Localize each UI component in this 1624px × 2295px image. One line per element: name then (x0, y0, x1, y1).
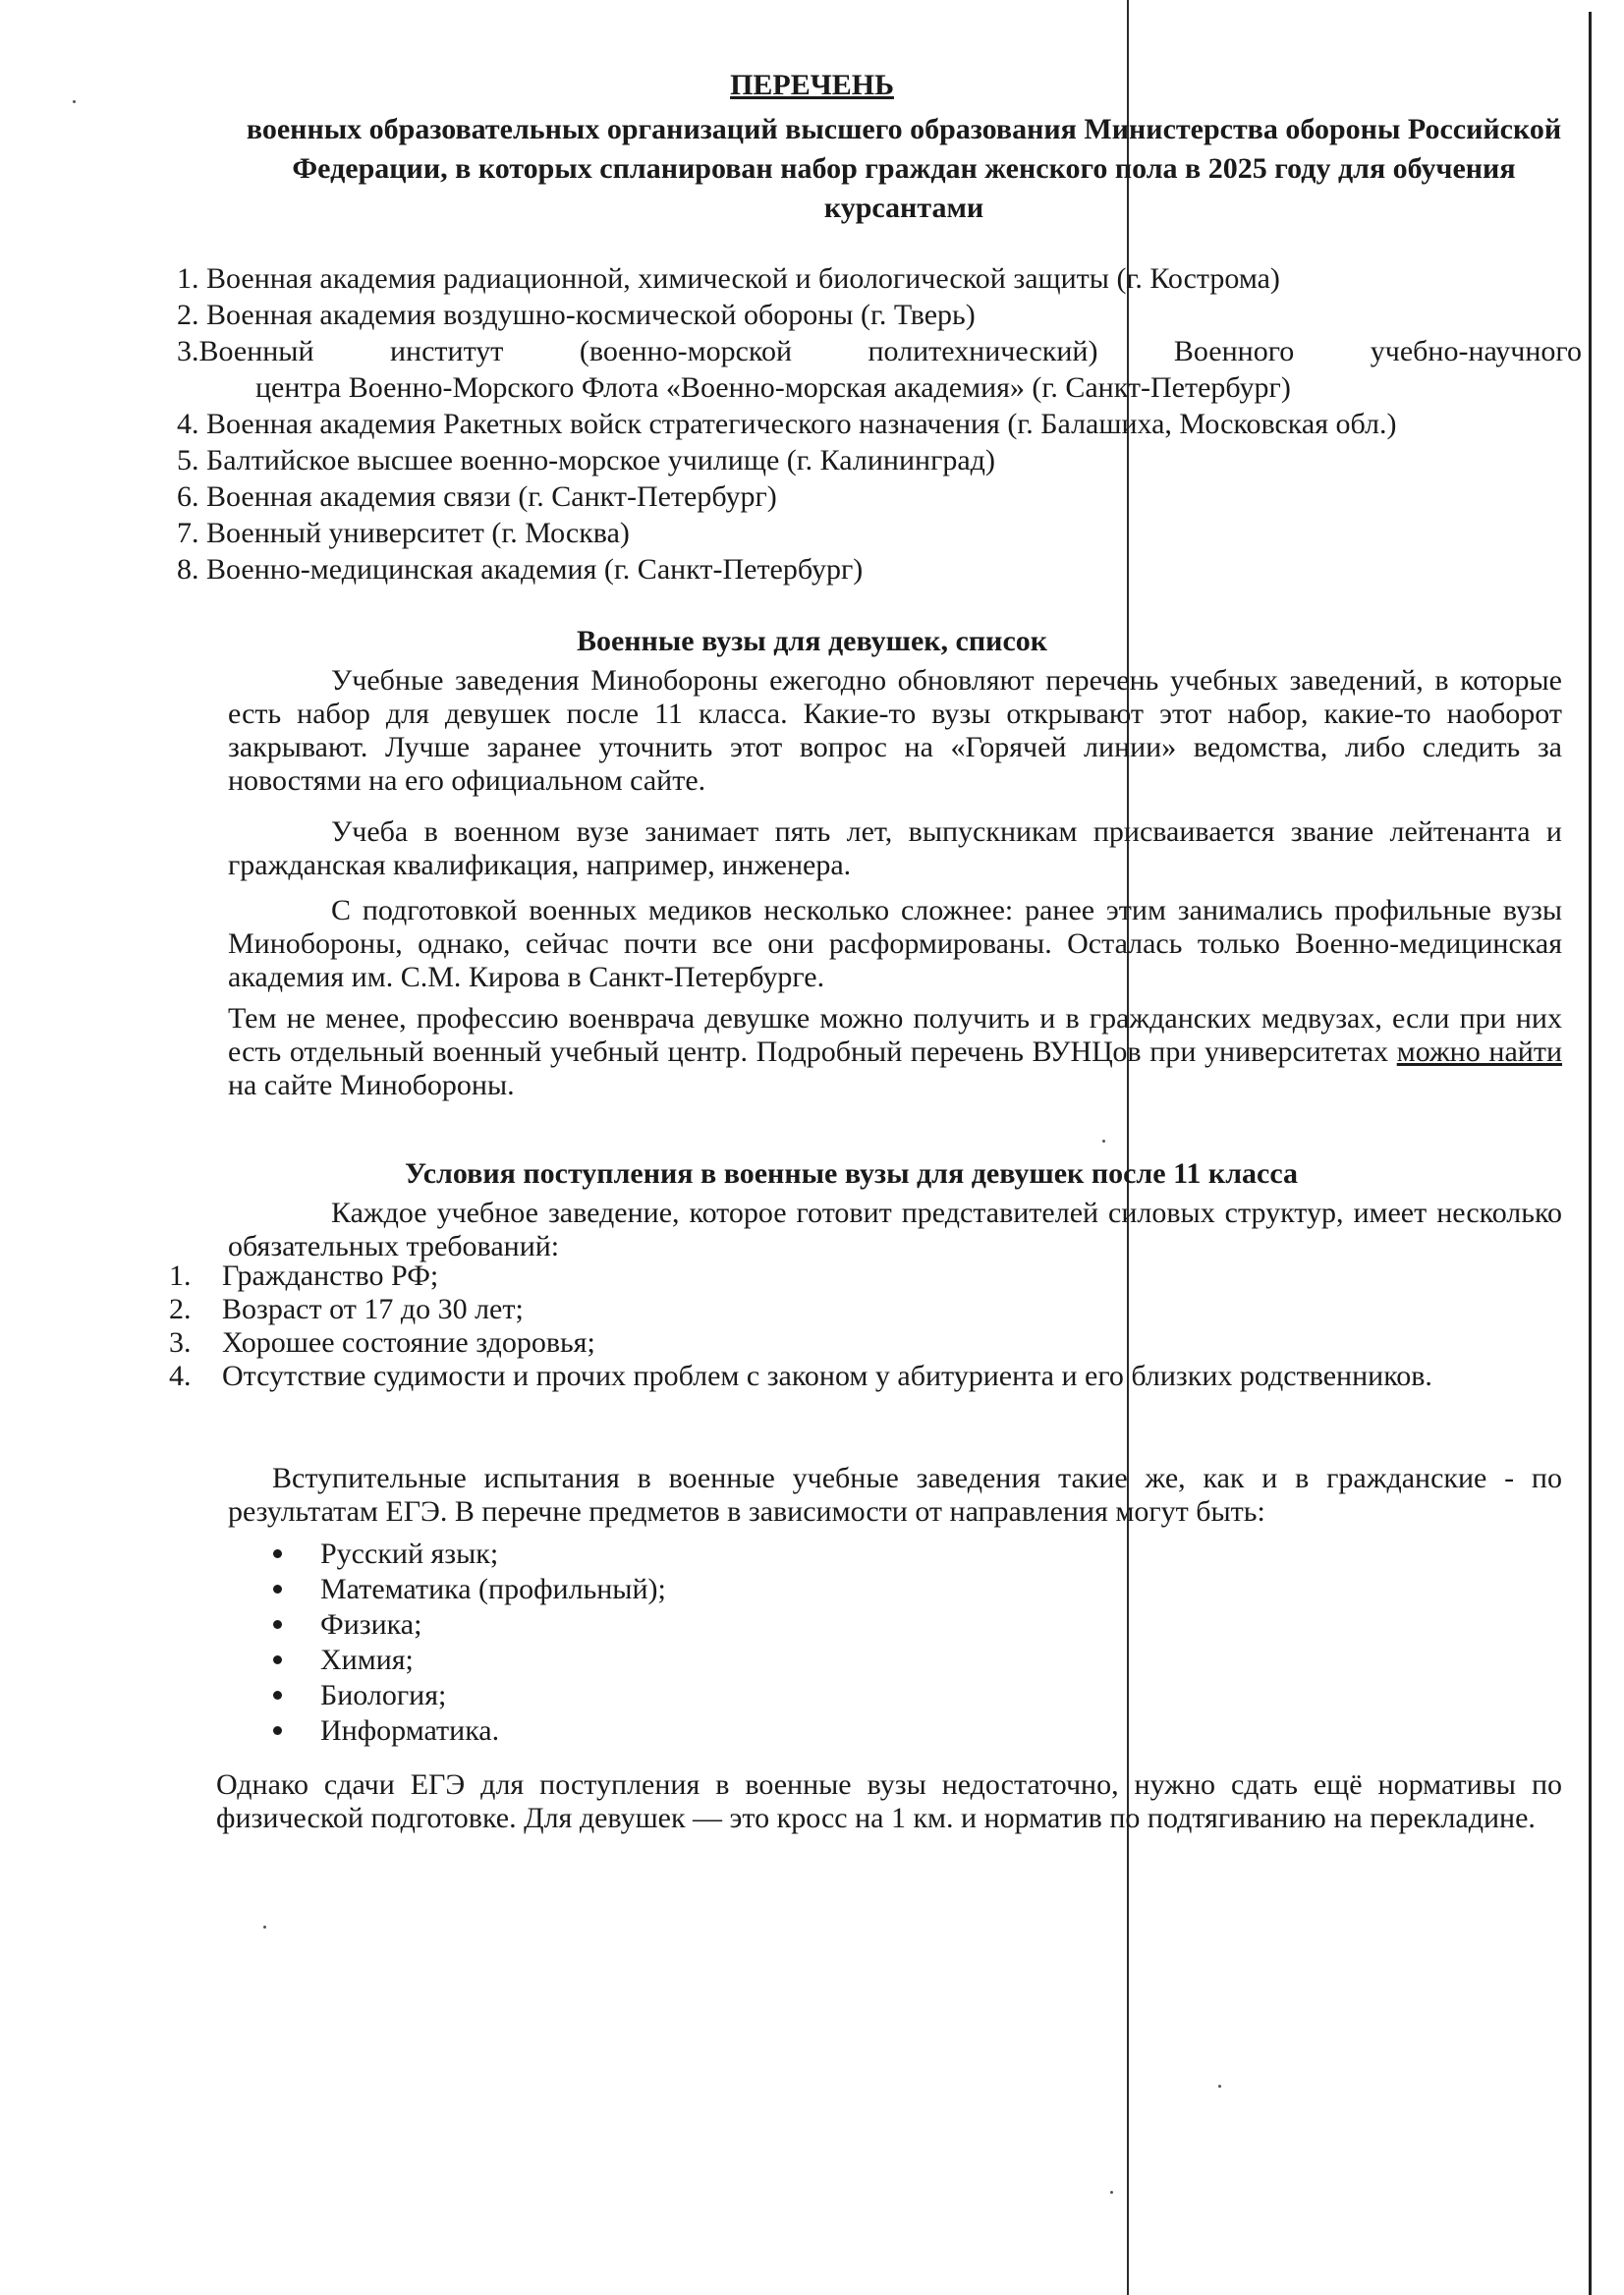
bullet-icon (273, 1726, 282, 1735)
list-item: 6. Военная академия связи (г. Санкт-Петербург) (177, 480, 777, 513)
scan-speck (263, 1926, 266, 1929)
list-item: 2. Возраст от 17 до 30 лет; (169, 1293, 524, 1325)
document-subtitle: военных образовательных организаций высшего образования Министерства обороны Российской Федерации, в которых спланирован набор граждан женского пола в 2025 году для обучения курсантами (246, 113, 1562, 224)
bullet-icon (273, 1655, 282, 1664)
scan-speck (1110, 2191, 1113, 2194)
bullet-icon (273, 1620, 282, 1629)
list-item: 1. Гражданство РФ; (169, 1259, 439, 1292)
requirements-list (157, 1259, 1562, 1393)
list-item: Биология; (273, 1678, 666, 1713)
paragraph: Учеба в военном вузе занимает пять лет, выпускникам присваивается звание лейтенанта и гражданская квалификация, например, инженера. (228, 815, 1562, 881)
list-item: 2. Военная академия воздушно-космической обороны (г. Тверь) (177, 299, 976, 331)
bullet-icon (273, 1691, 282, 1700)
list-item: 4. Отсутствие судимости и прочих проблем с законом у абитуриента и его близких родственников. (169, 1360, 1432, 1392)
list-item: 3.Военный институт (военно-морской политехнический) Военного учебно-научного центра Военно-Морского Флота «Военно-морская академия» (г. Санкт-Петербург) (177, 335, 1582, 404)
list-item: Информатика. (273, 1713, 666, 1749)
list-item: 5. Балтийское высшее военно-морское училище (г. Калининград) (177, 444, 995, 476)
document-title: ПЕРЕЧЕНЬ (730, 69, 894, 101)
ministry-site-link[interactable]: можно найти (1396, 1036, 1563, 1068)
list-item: Математика (профильный); (273, 1572, 666, 1607)
list-item: 4. Военная академия Ракетных войск стратегического назначения (г. Балашиха, Московская обл.) (177, 408, 1397, 440)
scan-artifact-edge (1589, 12, 1592, 2295)
subjects-list (273, 1537, 666, 1749)
paragraph: Тем не менее, профессию военврача девушке можно получить и в гражданских медвузах, если при них есть отдельный военный учебный центр. Подробный перечень ВУНЦов при университетах можно найти на сайте Минобороны. (228, 1002, 1563, 1101)
bullet-icon (273, 1585, 282, 1594)
scan-speck (1102, 1140, 1105, 1143)
paragraph: С подготовкой военных медиков несколько сложнее: ранее этим занимались профильные вузы Минобороны, однако, сейчас почти все они расформированы. Осталась только Военно-медицинская академия им. С.М. Кирова в Санкт-Петербурге. (228, 894, 1562, 993)
section-heading-list: Военные вузы для девушек, список (576, 625, 1048, 657)
paragraph: Вступительные испытания в военные учебные заведения такие же, как и в гражданские - по результатам ЕГЭ. В перечне предметов в зависимости от направления могут быть: (228, 1462, 1562, 1528)
list-item: 7. Военный университет (г. Москва) (177, 517, 630, 549)
scan-speck (1218, 2085, 1221, 2088)
section-heading-conditions: Условия поступления в военные вузы для девушек после 11 класса (404, 1157, 1299, 1190)
list-item: 8. Военно-медицинская академия (г. Санкт-Петербург) (177, 553, 864, 586)
list-item: Физика; (273, 1607, 666, 1643)
institutions-list (177, 260, 1582, 588)
paragraph: Каждое учебное заведение, которое готовит представителей силовых структур, имеет несколько обязательных требований: (228, 1197, 1562, 1262)
bullet-icon (273, 1549, 282, 1558)
list-item: Химия; (273, 1643, 666, 1678)
list-item: 1. Военная академия радиационной, химической и биологической защиты (г. Кострома) (177, 262, 1280, 295)
paragraph: Однако сдачи ЕГЭ для поступления в военные вузы недостаточно, нужно сдать ещё нормативы по физической подготовке. Для девушек — это кросс на 1 км. и норматив по подтягиванию на перекладине. (216, 1768, 1562, 1834)
paragraph: Учебные заведения Минобороны ежегодно обновляют перечень учебных заведений, в которые есть набор для девушек после 11 класса. Какие-то вузы открывают этот набор, какие-то наоборот закрывают. Лучше заранее уточнить этот вопрос на «Горячей линии» ведомства, либо следить за новостями на его официальном сайте. (228, 664, 1562, 797)
list-item: Русский язык; (273, 1537, 666, 1572)
list-item: 3. Хорошее состояние здоровья; (169, 1326, 595, 1359)
